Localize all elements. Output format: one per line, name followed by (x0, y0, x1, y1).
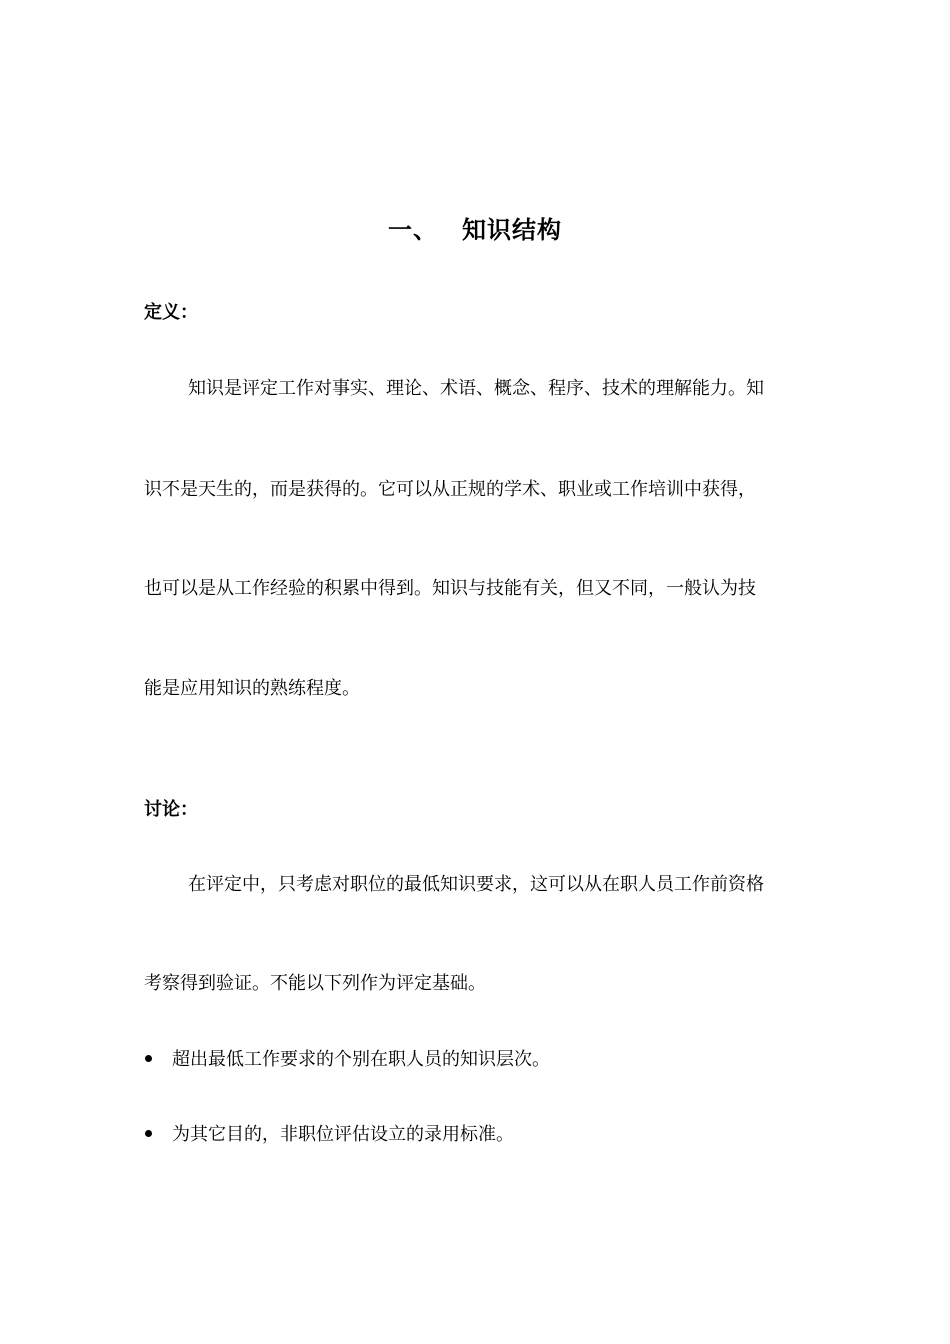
definition-label: 定义： (144, 302, 198, 323)
bullet-icon (145, 1055, 152, 1062)
list-item (144, 1047, 550, 1073)
definition-paragraph-line: 能是应用知识的熟练程度。 (144, 678, 360, 699)
list-item-text: 为其它目的，非职位评估设立的录用标准。 (172, 1124, 514, 1145)
list-item (144, 1122, 514, 1148)
definition-paragraph-line: 识不是天生的，而是获得的。它可以从正规的学术、职业或工作培训中获得， (144, 479, 756, 500)
discussion-label: 讨论： (144, 799, 198, 820)
discussion-paragraph-line: 在评定中，只考虑对职位的最低知识要求，这可以从在职人员工作前资格 (188, 874, 764, 895)
bullet-icon (145, 1130, 152, 1137)
section-number: 一、 (388, 216, 438, 244)
definition-paragraph-line: 也可以是从工作经验的积累中得到。知识与技能有关，但又不同，一般认为技 (144, 578, 756, 599)
definition-paragraph-line: 知识是评定工作对事实、理论、术语、概念、程序、技术的理解能力。知 (188, 378, 764, 399)
list-item-text: 超出最低工作要求的个别在职人员的知识层次。 (172, 1049, 550, 1070)
discussion-paragraph-line: 考察得到验证。不能以下列作为评定基础。 (144, 973, 486, 994)
section-heading (0, 212, 950, 248)
section-title: 知识结构 (462, 216, 562, 244)
